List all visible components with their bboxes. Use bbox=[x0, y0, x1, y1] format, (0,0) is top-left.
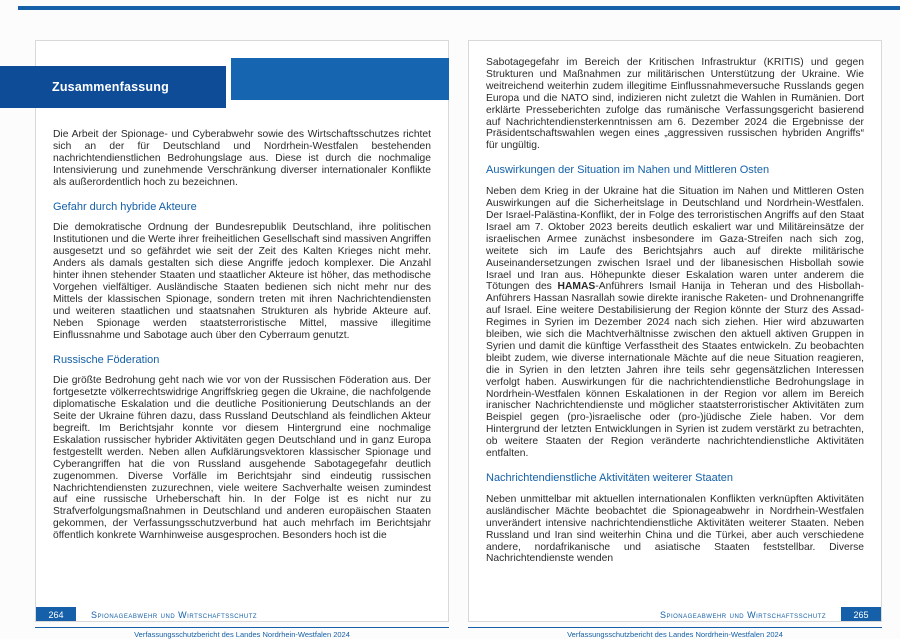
bold-term: HAMAS bbox=[557, 281, 596, 293]
right-page-footer bbox=[469, 607, 881, 622]
paragraph-text: -Anführers Ismail Hanija in Teheran und des Hisbollah-Anführers Hassan Nasrallah sowie direkte iranische Raketen- und Drohnenangriffe auf Israel. Eine weitere Destabilisierung der Region könnte der Sturz des Assad-Regimes in Syrien im Dezember 2024 nach sich ziehen. Hier wird abzuwarten bleiben, wie sich die Machtverhältnisse zwischen den aktuell aktiven Gruppen in Syrien und damit die künftige Verfasstheit des Staates entwickeln. Zu beobachten bleibt zudem, wie diverse internationale Mächte auf die neue Situation reagieren, die in Syrien in den letzten Jahren ihre teils sehr gegensätzlichen Interessen verfolgt haben. Auswirkungen für die nachrichtendienstliche Bedrohungslage in Nordrhein-Westfalen können Eskalationen in der Region vor allem im Bereich iranischer Nachrichtendienste und möglicher staatsterroristischer Aktivitäten zum Beispiel gegen (pro-)israelische oder (pro-)jüdische Ziele haben. Vor dem Hintergrund der letzten Entwicklungen in Syrien ist zudem verstärkt zu betrachten, ob weitere Staaten der Region veränderte nachrichtendienstliche Aktivitäten entfalten. bbox=[486, 281, 864, 460]
chapter-title-band bbox=[0, 66, 226, 108]
page-number: 265 bbox=[853, 610, 869, 620]
right-page-body bbox=[486, 57, 864, 576]
paragraph bbox=[486, 186, 864, 460]
left-page-body bbox=[53, 129, 431, 553]
page-right bbox=[468, 40, 882, 622]
report-footer-caption: Verfassungsschutzbericht des Landes Nordrhein-Westfalen 2024 bbox=[134, 630, 350, 639]
section-heading: Auswirkungen der Situation im Nahen und Mittleren Osten bbox=[486, 164, 770, 177]
footer-rule bbox=[35, 627, 449, 628]
paragraph: Die demokratische Ordnung der Bundesrepublik Deutschland, ihre politischen Institutionen und die Werte ihrer freiheitlichen Gesellschaft sind massiven Angriffen ausgesetzt und so gefährdet wie seit der Zeit des Kalten Krieges nicht mehr. Anders als damals gestalten sich diese Angriffe jedoch komplexer. Die Anzahl hinter ihnen stehender Staaten und staatlicher Akteure ist höher, das methodische Vorgehen vielfältiger. Ausländische Staaten bedienen sich nicht mehr nur des Mittels der klassischen Spionage, sondern treten mit ihren Nachrichtendiensten und weiteren staatlichen und staatsnahen Strukturen als hybride Akteure auf. Neben Spionage werden staatsterroristische Mittel, massive illegitime Einflussnahme und Sabotage auch über den Cyberraum genutzt. bbox=[53, 222, 431, 341]
paragraph: Die Arbeit der Spionage- und Cyberabwehr sowie des Wirtschaftsschutzes richtet sich an der für Deutschland und Nordrhein-Westfalen bestehenden nachrichtendienstlichen Bedrohungslage aus. Diese ist durch die nochmalige Intensivierung und zunehmende Verschränkung diverser internationaler Konflikte als außerordentlich hoch zu bezeichnen. bbox=[53, 129, 431, 188]
page-number-badge bbox=[841, 607, 881, 622]
paragraph: Sabotagegefahr im Bereich der Kritischen Infrastruktur (KRITIS) und gegen Strukturen und Maßnahmen zur militärischen Unterstützung der Ukraine. Wie weitreichend weiterhin zudem illegitime Einflussnahmeversuche Russlands gegen Europa und die NATO sind, indizieren nicht zuletzt die Wahlen in Rumänien. Dort erklärte Presseberichten zufolge das rumänische Verfassungsgericht basierend auf Nachrichtendiensterkenntnissen am 6. Dezember 2024 die Ergebnisse der Präsidentschaftswahlen wegen eines „aggressiven russischen hybriden Angriffs“ für ungültig. bbox=[486, 57, 864, 152]
page-left bbox=[35, 40, 449, 622]
chapter-title: Zusammenfassung bbox=[52, 80, 169, 94]
section-heading: Nachrichtendienstliche Aktivitäten weiterer Staaten bbox=[486, 472, 734, 484]
footer-section-label: Spionageabwehr und Wirtschaftsschutz bbox=[659, 610, 826, 620]
header-accent-block bbox=[231, 58, 449, 100]
paragraph: Neben unmittelbar mit aktuellen internationalen Konflikten verknüpften Aktivitäten ausländischer Mächte beobachtet die Spionageabwehr in Nordrhein-Westfalen unverändert intensive nachrichtendienstliche Aktivitäten weiterer Staaten. Neben Russland und Iran sind weiterhin China und die Türkei, aber auch verschiedene andere, nordafrikanische und asiatische Staaten feststellbar. Diverse Nachrichtendienste wenden bbox=[486, 493, 864, 565]
page-number-badge bbox=[36, 607, 76, 622]
paragraph: Die größte Bedrohung geht nach wie vor von der Russischen Föderation aus. Der fortgesetzte völkerrechtswidrige Angriffskrieg gegen die Ukraine, die nachfolgende diplomatische Eskalation und die deutliche Positionierung Deutschlands an der Seite der Ukraine führen dazu, dass Russland Deutschland als feindlichen Akteur begreift. Im Berichtsjahr konnte vor diesem Hintergrund eine nochmalige Eskalation russischer hybrider Aktivitäten gegen Deutschland und in ganz Europa festgestellt werden. Neben allen Aufklärungsvektoren klassischer Spionage und Cyberangriffen hat die von Russland ausgehende Sabotagegefahr deutlich zugenommen. Diverse Vorfälle im Berichtsjahr sind eindeutig russischen Nachrichtendiensten zuzurechnen, viele weitere Sachverhalte weisen zumindest auf eine russische Urheberschaft hin. In der Folge ist es nicht nur zu Strafverfolgungsmaßnahmen in Deutschland und anderen europäischen Staaten gekommen, der Verfassungsschutzverbund hat auch mehrfach im Berichtsjahr öffentlich konkrete Warnhinweise ausgesprochen. Besonders hoch ist die bbox=[53, 375, 431, 542]
page-number: 264 bbox=[48, 610, 64, 620]
footer-rule bbox=[468, 627, 882, 628]
report-footer-caption: Verfassungsschutzbericht des Landes Nordrhein-Westfalen 2024 bbox=[567, 630, 783, 639]
section-heading: Gefahr durch hybride Akteure bbox=[53, 200, 197, 213]
footer-section-label: Spionageabwehr und Wirtschaftsschutz bbox=[91, 610, 258, 620]
paragraph-text: Neben dem Krieg in der Ukraine hat die Situation im Nahen und Mittleren Osten Auswirkungen auf die Sicherheitslage in Deutschland und Nordrhein-Westfalen. Der Israel-Palästina-Konflikt, der in Folge des terroristischen Angriffs auf den Staat Israel am 7. Oktober 2023 bereits deutlich eskaliert war und Militäreinsätze der israelischen Armee zunächst insbesondere im Gaza-Streifen nach sich zog, weitete sich im Laufe des Berichtsjahrs auch auf direkte militärische Auseinandersetzungen zwischen Israel und der libanesischen Hisbollah sowie Israel und Iran aus. Höhepunkte dieser Eskalation waren unter anderem die Tötungen des bbox=[486, 186, 864, 293]
section-heading: Russische Föderation bbox=[53, 353, 160, 366]
left-page-footer bbox=[36, 607, 448, 622]
top-accent-bar bbox=[18, 6, 900, 10]
